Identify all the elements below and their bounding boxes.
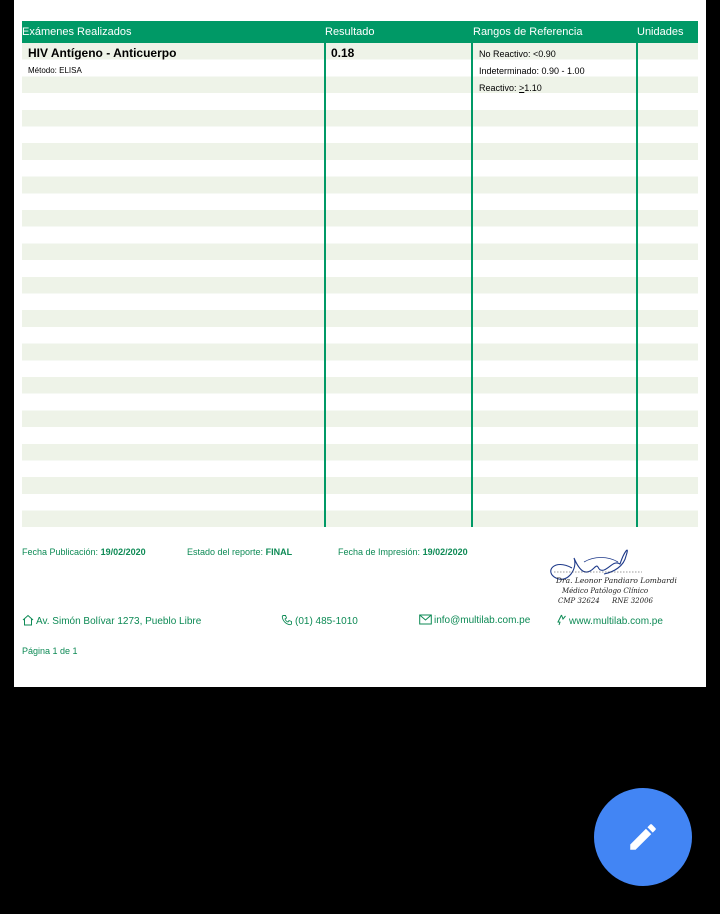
footer-address — [22, 614, 201, 627]
page-number: Página 1 de 1 — [22, 646, 78, 656]
header-ranges: Rangos de Referencia — [473, 26, 583, 38]
column-divider — [636, 43, 638, 527]
signature-rne: RNE 32006 — [612, 597, 653, 605]
doctor-signature — [534, 538, 677, 608]
home-icon — [22, 614, 34, 626]
reactive-label: Reactivo: — [479, 83, 520, 93]
print-value: 19/02/2020 — [422, 547, 468, 557]
column-divider — [471, 43, 473, 527]
signature-cmp: CMP 32624 — [558, 597, 600, 605]
phone-text: (01) 485-1010 — [295, 616, 358, 627]
email-text: info@multilab.com.pe — [434, 615, 531, 626]
pencil-icon — [626, 820, 660, 854]
header-units: Unidades — [637, 26, 684, 38]
reference-range: Indeterminado: 0.90 - 1.00 — [479, 66, 585, 76]
header-exams: Exámenes Realizados — [22, 26, 132, 38]
reference-range: No Reactivo: <0.90 — [479, 49, 556, 59]
report-state-value: FINAL — [265, 547, 293, 557]
website-text: www.multilab.com.pe — [569, 616, 663, 627]
phone-icon — [281, 614, 293, 626]
print-label: Fecha de Impresión: — [338, 547, 421, 557]
footer-phone — [281, 614, 358, 627]
table-header — [22, 21, 698, 43]
print-date — [338, 547, 468, 557]
footer-website — [555, 614, 663, 627]
publication-date — [22, 547, 146, 557]
exam-name: HIV Antígeno - Anticuerpo — [28, 46, 177, 60]
reference-range-reactive — [479, 83, 542, 93]
lab-report-page — [14, 0, 706, 687]
mail-icon — [419, 614, 432, 625]
reactive-value: 1.10 — [524, 83, 542, 93]
web-icon — [555, 614, 567, 626]
edit-button[interactable] — [594, 788, 692, 886]
publication-value: 19/02/2020 — [100, 547, 146, 557]
signature-title: Médico Patólogo Clínico — [562, 587, 649, 595]
exam-method: Método: ELISA — [28, 66, 82, 75]
column-divider — [324, 43, 326, 527]
report-state — [187, 547, 292, 557]
footer-email — [419, 614, 530, 626]
address-text: Av. Simón Bolívar 1273, Pueblo Libre — [36, 616, 202, 627]
reactive-symbol: > — [519, 83, 525, 93]
header-result: Resultado — [325, 26, 375, 38]
publication-label: Fecha Publicación: — [22, 547, 99, 557]
results-table — [22, 21, 698, 527]
table-body — [22, 43, 698, 527]
signature-name: Dra. Leonor Pandiaro Lombardi — [556, 576, 677, 585]
exam-result: 0.18 — [331, 46, 355, 60]
report-state-label: Estado del reporte: — [187, 547, 264, 557]
